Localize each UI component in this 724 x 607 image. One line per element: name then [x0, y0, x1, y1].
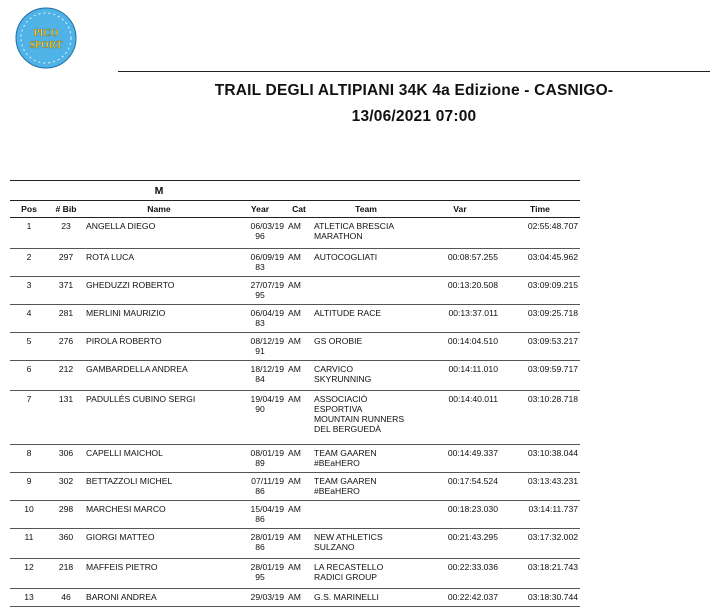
cell-var: 00:14:11.010: [420, 361, 500, 391]
cell-var: 00:14:49.337: [420, 445, 500, 473]
cell-bib: 46: [48, 589, 84, 607]
col-team: Team: [312, 201, 420, 218]
cell-time: 03:18:21.743: [500, 559, 580, 589]
cell-bib: 131: [48, 391, 84, 445]
cell-var: 00:18:23.030: [420, 501, 500, 529]
cell-bib: 23: [48, 218, 84, 249]
svg-text:SPORT: SPORT: [29, 40, 63, 51]
cell-name: CAPELLI MAICHOL: [84, 445, 234, 473]
cell-time: 03:09:59.717: [500, 361, 580, 391]
cell-name: BARONI ANDREA: [84, 589, 234, 607]
cell-name: MERLINI MAURIZIO: [84, 305, 234, 333]
cell-ampm: AM: [286, 391, 312, 445]
cell-team: ATLETICA BRESCIA MARATHON: [312, 218, 420, 249]
cell-year: 28/01/19 95: [234, 559, 286, 589]
table-row: [10, 277, 580, 305]
cell-pos: 5: [10, 333, 48, 361]
cell-ampm: AM: [286, 218, 312, 249]
col-time: Time: [500, 201, 580, 218]
cell-name: GAMBARDELLA ANDREA: [84, 361, 234, 391]
table-row: [10, 333, 580, 361]
cell-year: 27/07/19 95: [234, 277, 286, 305]
cell-pos: 11: [10, 529, 48, 559]
cell-var: 00:14:40.011: [420, 391, 500, 445]
cell-time: 03:09:25.718: [500, 305, 580, 333]
table-row: [10, 529, 580, 559]
cell-bib: 302: [48, 473, 84, 501]
cell-year: 06/04/19 83: [234, 305, 286, 333]
cell-ampm: AM: [286, 277, 312, 305]
cell-team: AUTOCOGLIATI: [312, 249, 420, 277]
cell-pos: 1: [10, 218, 48, 249]
cell-time: 03:18:30.744: [500, 589, 580, 607]
cell-team: ALTITUDE RACE: [312, 305, 420, 333]
cell-ampm: AM: [286, 249, 312, 277]
cell-team: [312, 277, 420, 305]
cell-ampm: AM: [286, 589, 312, 607]
cell-team: NEW ATHLETICS SULZANO: [312, 529, 420, 559]
cell-time: 03:17:32.002: [500, 529, 580, 559]
cell-ampm: AM: [286, 529, 312, 559]
table-row: [10, 501, 580, 529]
cell-team: CARVICO SKYRUNNING: [312, 361, 420, 391]
cell-name: GHEDUZZI ROBERTO: [84, 277, 234, 305]
table-row: [10, 361, 580, 391]
cell-bib: 218: [48, 559, 84, 589]
results-table: [10, 180, 580, 607]
col-pos: Pos: [10, 201, 48, 218]
cell-bib: 297: [48, 249, 84, 277]
cell-time: 03:13:43.231: [500, 473, 580, 501]
cell-ampm: AM: [286, 473, 312, 501]
cell-bib: 360: [48, 529, 84, 559]
cell-var: 00:22:33.036: [420, 559, 500, 589]
header-row: [10, 201, 580, 218]
cell-name: MAFFEIS PIETRO: [84, 559, 234, 589]
col-cat: Cat: [286, 201, 312, 218]
cell-time: 03:10:28.718: [500, 391, 580, 445]
col-name: Name: [84, 201, 234, 218]
table-row: [10, 473, 580, 501]
cell-time: 03:09:09.215: [500, 277, 580, 305]
cell-pos: 2: [10, 249, 48, 277]
cell-pos: 3: [10, 277, 48, 305]
cell-time: 03:10:38.044: [500, 445, 580, 473]
cell-var: 00:14:04.510: [420, 333, 500, 361]
cell-year: 06/03/19 96: [234, 218, 286, 249]
cell-year: 19/04/19 90: [234, 391, 286, 445]
header-rule: [118, 71, 710, 72]
title-line-2: 13/06/2021 07:00: [351, 108, 477, 125]
cell-year: 28/01/19 86: [234, 529, 286, 559]
cell-ampm: AM: [286, 559, 312, 589]
cell-name: BETTAZZOLI MICHEL: [84, 473, 234, 501]
table-row: [10, 249, 580, 277]
cell-time: 03:04:45.962: [500, 249, 580, 277]
cell-bib: 212: [48, 361, 84, 391]
cell-bib: 281: [48, 305, 84, 333]
cell-pos: 10: [10, 501, 48, 529]
cell-name: PADULLÉS CUBINO SERGI: [84, 391, 234, 445]
cell-var: 00:08:57.255: [420, 249, 500, 277]
cell-pos: 7: [10, 391, 48, 445]
col-bib: # Bib: [48, 201, 84, 218]
cell-ampm: AM: [286, 305, 312, 333]
cell-year: 08/12/19 91: [234, 333, 286, 361]
cell-var: 00:21:43.295: [420, 529, 500, 559]
cell-pos: 4: [10, 305, 48, 333]
cell-ampm: AM: [286, 361, 312, 391]
cell-time: 03:09:53.217: [500, 333, 580, 361]
svg-text:PICO: PICO: [33, 28, 59, 39]
cell-team: ASSOCIACIÓ ESPORTIVA MOUNTAIN RUNNERS DEL BERGUEDÀ: [312, 391, 420, 445]
cell-year: 29/03/19: [234, 589, 286, 607]
table-row: [10, 218, 580, 249]
cell-pos: 8: [10, 445, 48, 473]
cell-pos: 9: [10, 473, 48, 501]
category-label: M: [84, 181, 234, 201]
cell-var: 00:17:54.524: [420, 473, 500, 501]
cell-pos: 12: [10, 559, 48, 589]
pico-sport-logo: [14, 6, 78, 70]
results-table-wrapper: [10, 180, 580, 607]
cell-team: TEAM GAAREN #BEaHERO: [312, 473, 420, 501]
cell-ampm: AM: [286, 501, 312, 529]
cell-var: 00:13:20.508: [420, 277, 500, 305]
cell-name: ANGELLA DIEGO: [84, 218, 234, 249]
cell-pos: 13: [10, 589, 48, 607]
cell-year: 07/11/19 86: [234, 473, 286, 501]
cell-year: 15/04/19 86: [234, 501, 286, 529]
cell-bib: 306: [48, 445, 84, 473]
table-row: [10, 559, 580, 589]
cell-team: GS OROBIE: [312, 333, 420, 361]
table-row: [10, 391, 580, 445]
cell-name: PIROLA ROBERTO: [84, 333, 234, 361]
cell-name: MARCHESI MARCO: [84, 501, 234, 529]
col-var: Var: [420, 201, 500, 218]
cell-bib: 298: [48, 501, 84, 529]
cell-team: TEAM GAAREN #BEaHERO: [312, 445, 420, 473]
cell-pos: 6: [10, 361, 48, 391]
cell-year: 08/01/19 89: [234, 445, 286, 473]
table-row: [10, 589, 580, 607]
cell-var: [420, 218, 500, 249]
table-row: [10, 445, 580, 473]
title-line-1: TRAIL DEGLI ALTIPIANI 34K 4a Edizione - CASNIGO-: [214, 82, 614, 99]
cell-bib: 371: [48, 277, 84, 305]
cell-year: 06/09/19 83: [234, 249, 286, 277]
cell-time: 03:14:11.737: [500, 501, 580, 529]
results-body: [10, 218, 580, 607]
cell-team: LA RECASTELLO RADICI GROUP: [312, 559, 420, 589]
cell-var: 00:22:42.037: [420, 589, 500, 607]
cell-team: [312, 501, 420, 529]
category-row: [10, 181, 580, 201]
cell-time: 02:55:48.707: [500, 218, 580, 249]
cell-ampm: AM: [286, 445, 312, 473]
cell-name: GIORGI MATTEO: [84, 529, 234, 559]
page-title: [118, 80, 710, 128]
col-year: Year: [234, 201, 286, 218]
table-row: [10, 305, 580, 333]
cell-team: G.S. MARINELLI: [312, 589, 420, 607]
cell-var: 00:13:37.011: [420, 305, 500, 333]
cell-bib: 276: [48, 333, 84, 361]
cell-year: 18/12/19 84: [234, 361, 286, 391]
cell-name: ROTA LUCA: [84, 249, 234, 277]
cell-ampm: AM: [286, 333, 312, 361]
